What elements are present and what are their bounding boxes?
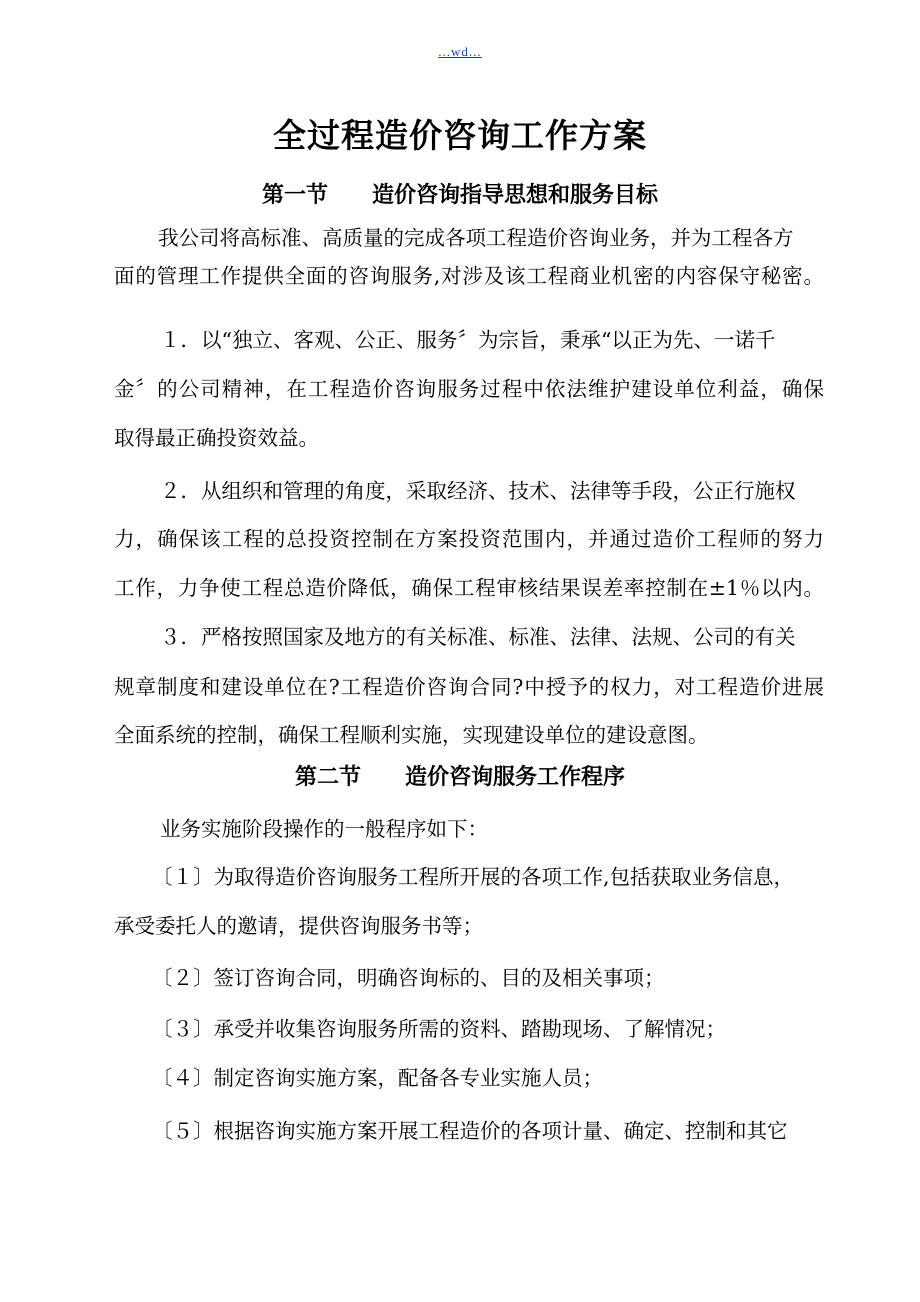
section-2-heading: 第二节 造价咨询服务工作程序	[294, 765, 625, 790]
item-1-line-1: １．以“独立、客观、公正、服务〞为宗旨，秉承“以正为先、一诺千	[160, 328, 776, 352]
section-1-heading: 第一节 造价咨询指导思想和服务目标	[261, 183, 658, 208]
step-2: 〔２〕签订咨询合同，明确咨询标的、目的及相关事项；	[152, 966, 665, 990]
document-title: 全过程造价咨询工作方案	[273, 116, 647, 155]
step-1-line-2: 承受委托人的邀请，提供咨询服务书等；	[114, 914, 483, 938]
section-1-intro-line-2: 面的管理工作提供全面的咨询服务,对涉及该工程商业机密的内容保守秘密。	[114, 264, 824, 288]
step-1-line-1: 〔１〕为取得造价咨询服务工程所开展的各项工作,包括获取业务信息，	[152, 865, 795, 889]
item-2-line-3: 工作，力争使工程总造价降低，确保工程审核结果误差率控制在±1％以内。	[114, 576, 824, 600]
item-1-line-2: 金〞的公司精神，在工程造价咨询服务过程中依法维护建设单位利益，确保	[114, 377, 824, 401]
step-3: 〔３〕承受并收集咨询服务所需的资料、踏勘现场、了解情况；	[152, 1017, 726, 1041]
step-4: 〔４〕制定咨询实施方案，配备各专业实施人员；	[152, 1066, 603, 1090]
section-2-intro: 业务实施阶段操作的一般程序如下：	[160, 817, 488, 841]
item-2-line-1: ２．从组织和管理的角度，采取经济、技术、法律等手段，公正行施权	[160, 479, 796, 503]
header-watermark: ...wd...	[438, 44, 482, 59]
step-5: 〔５〕根据咨询实施方案开展工程造价的各项计量、确定、控制和其它	[152, 1119, 788, 1143]
item-3-line-3: 全面系统的控制，确保工程顺利实施，实现建设单位的建设意图。	[114, 723, 709, 747]
section-1-intro-line-1: 我公司将高标准、高质量的完成各项工程造价咨询业务，并为工程各方	[158, 226, 794, 250]
item-1-line-3: 取得最正确投资效益。	[114, 426, 319, 450]
item-3-line-1: ３．严格按照国家及地方的有关标准、标准、法律、法规、公司的有关	[160, 625, 796, 649]
item-2-line-2: 力，确保该工程的总投资控制在方案投资范围内，并通过造价工程师的努力	[114, 527, 824, 551]
item-3-line-2: 规章制度和建设单位在?工程造价咨询合同?中授予的权力，对工程造价进展	[114, 675, 824, 699]
